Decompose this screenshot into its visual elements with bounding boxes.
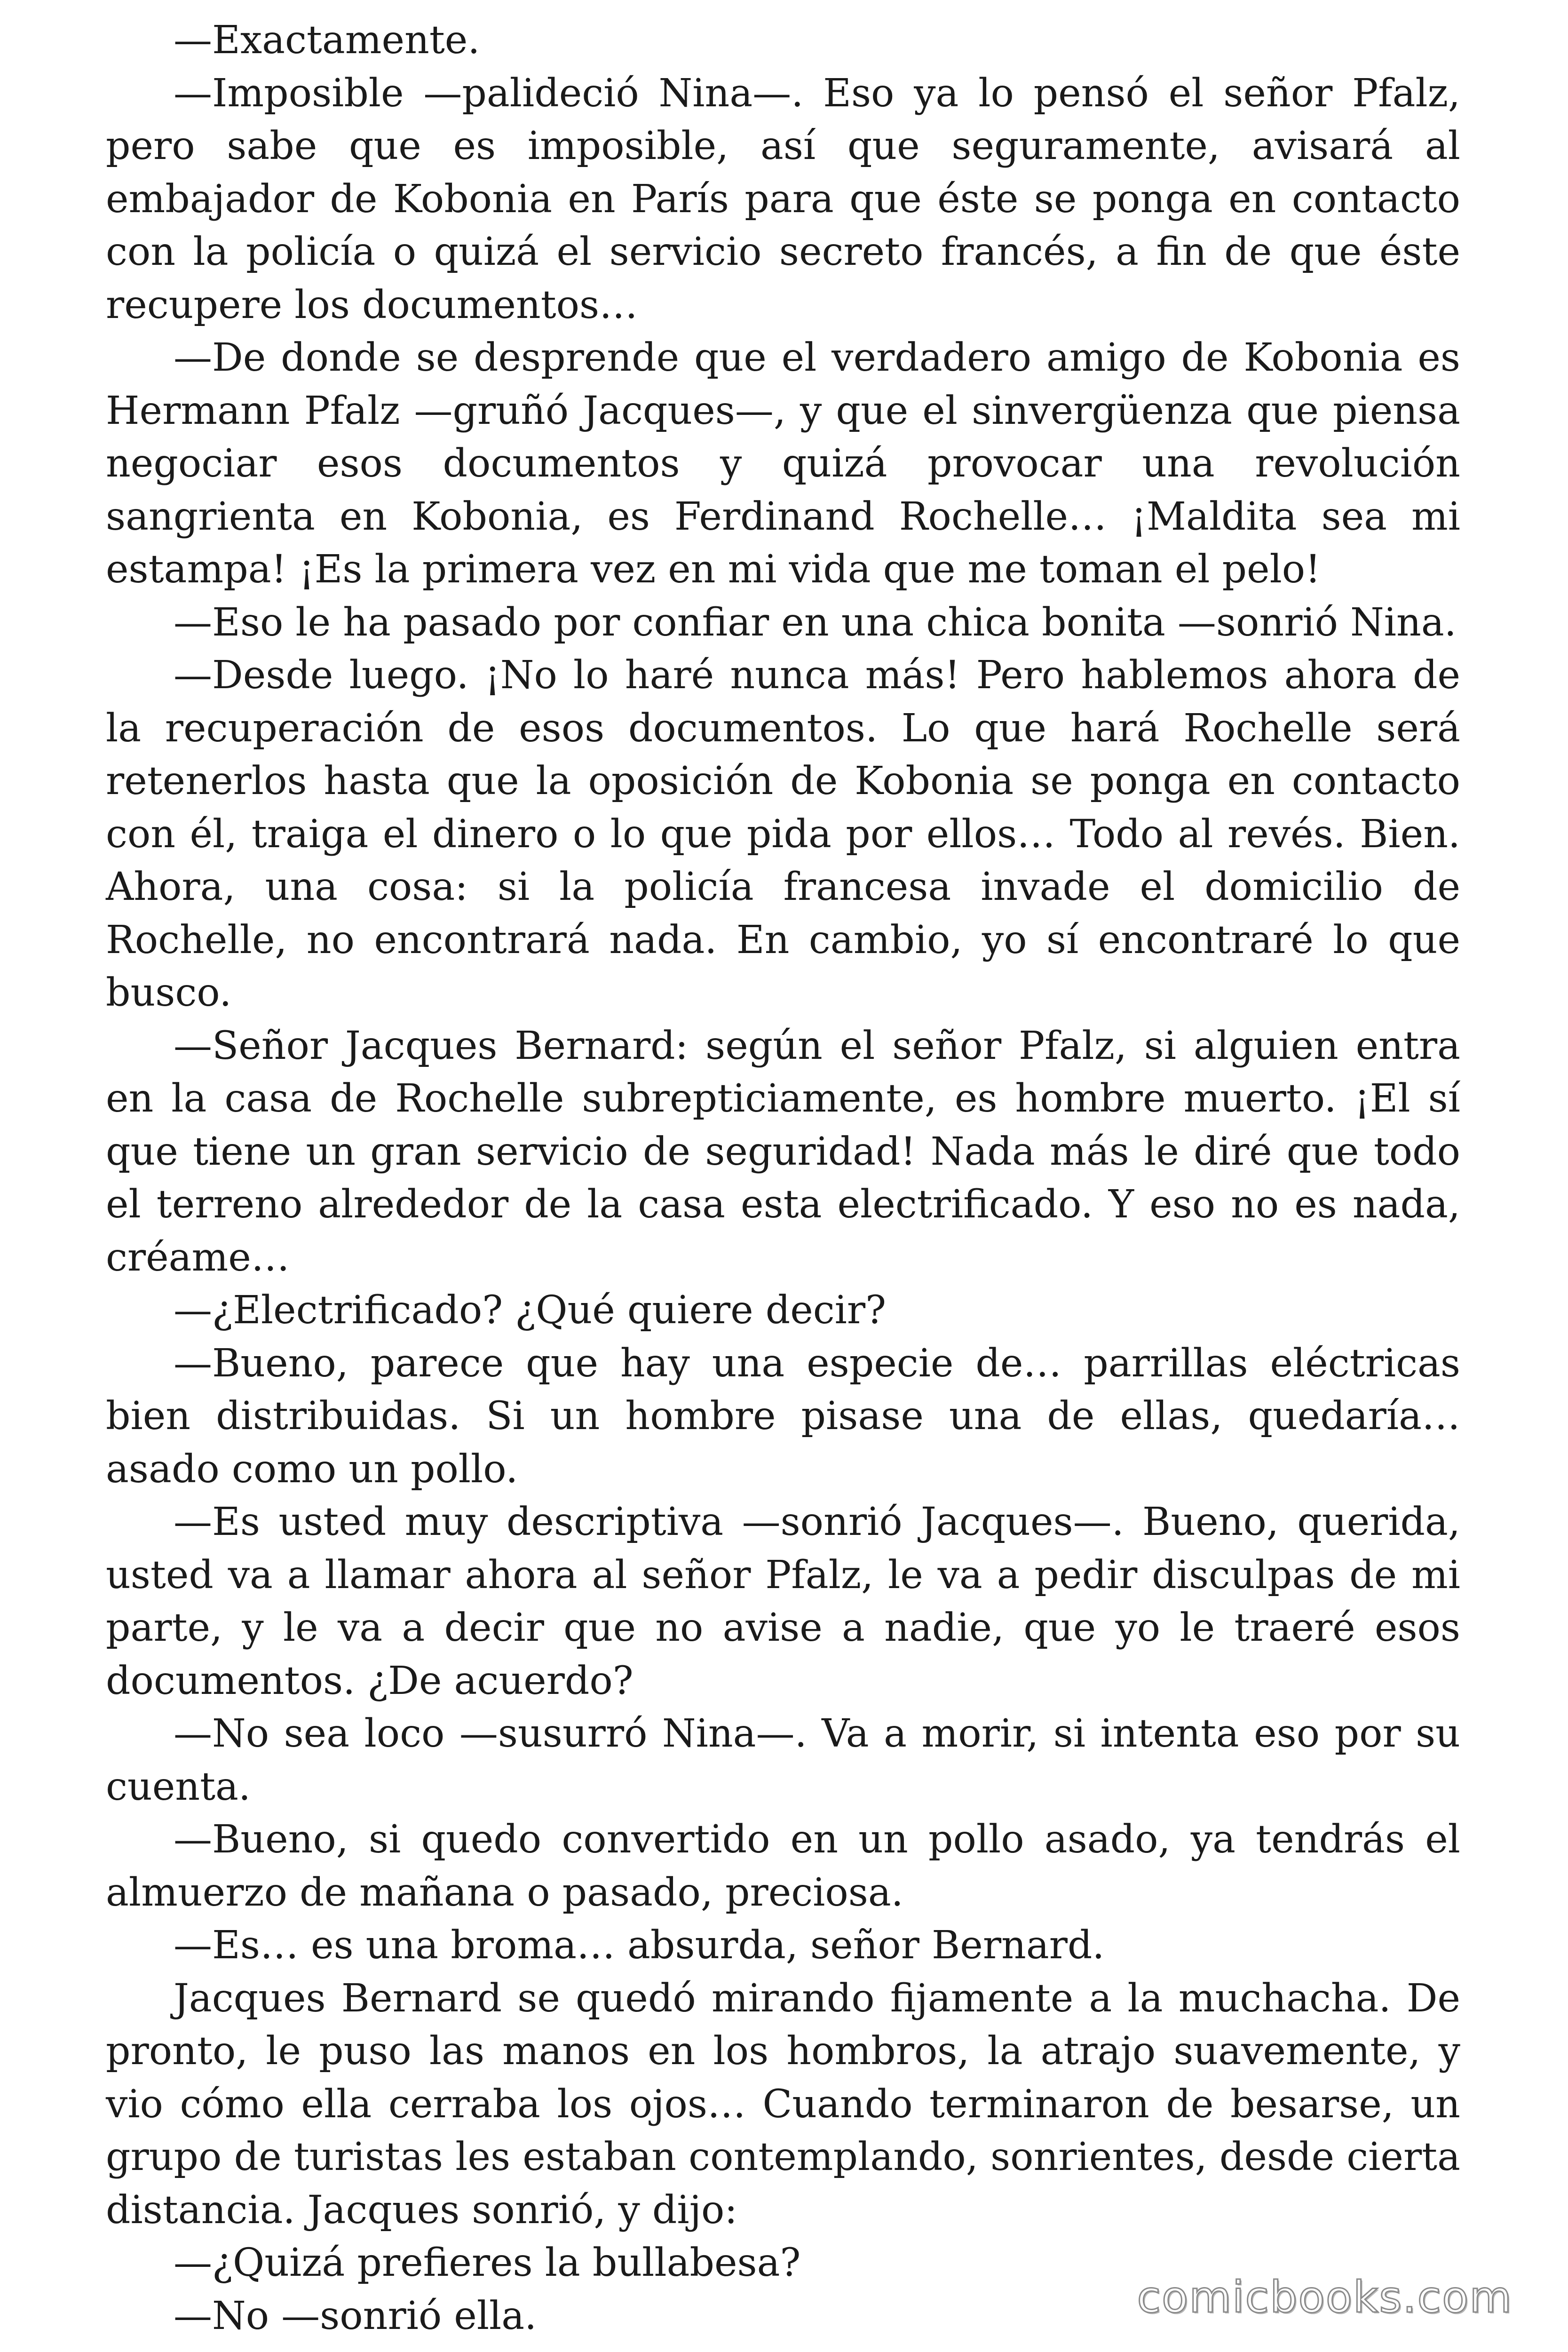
paragraph: —Imposible —palideció Nina—. Eso ya lo pensó el señor Pfalz, pero sabe que es imposible, así que seguramente, avisará al embajador de Kobonia en París para que éste se ponga en contacto con la policía o quizá el servicio secreto francés, a fin de que éste recupere los documentos…: [106, 71, 1460, 327]
watermark-label: comicbooks.com: [1137, 2272, 1513, 2322]
paragraph: —Es usted muy descriptiva —sonrió Jacques—. Bueno, querida, usted va a llamar ahora al señor Pfalz, le va a pedir disculpas de mi parte, y le va a decir que no avise a nadie, que yo le traeré esos documentos. ¿De acuerdo?: [106, 1500, 1460, 1703]
paragraph: —Señor Jacques Bernard: según el señor Pfalz, si alguien entra en la casa de Rochelle subrepticiamente, es hombre muerto. ¡El sí que tiene un gran servicio de seguridad! Nada más le diré que todo el terreno alrededor de la casa esta electrificado. Y eso no es nada, créame…: [106, 1023, 1460, 1280]
paragraph: —¿Electrificado? ¿Qué quiere decir?: [174, 1288, 887, 1333]
paragraph: —Exactamente.: [174, 18, 480, 63]
paragraph: —Bueno, parece que hay una especie de… parrillas eléctricas bien distribuidas. Si un hombre pisase una de ellas, quedaría… asado como un pollo.: [106, 1341, 1460, 1492]
paragraph: —Bueno, si quedo convertido en un pollo asado, ya tendrás el almuerzo de mañana o pasado, preciosa.: [106, 1817, 1460, 1915]
book-page-text: [106, 14, 1460, 2343]
paragraph: —No —sonrió ella.: [174, 2293, 537, 2338]
paragraph: —¿Quizá prefieres la bullabesa?: [174, 2241, 801, 2285]
paragraph: —No sea loco —susurró Nina—. Va a morir, si intenta eso por su cuenta.: [106, 1711, 1460, 1809]
paragraph: —Es… es una broma… absurda, señor Bernard.: [174, 1923, 1105, 1968]
paragraph: Jacques Bernard se quedó mirando fijamente a la muchacha. De pronto, le puso las manos en los hombros, la atrajo suavemente, y vio cómo ella cerraba los ojos… Cuando terminaron de besarse, un grupo de turistas les estaban contemplando, sonrientes, desde cierta distancia. Jacques sonrió, y dijo:: [106, 1976, 1460, 2233]
paragraph: —Eso le ha pasado por confiar en una chica bonita —sonrió Nina.: [174, 600, 1457, 645]
paragraph: —Desde luego. ¡No lo haré nunca más! Pero hablemos ahora de la recuperación de esos documentos. Lo que hará Rochelle será retenerlos hasta que la oposición de Kobonia se ponga en contacto con él, traiga el dinero o lo que pida por ellos… Todo al revés. Bien. Ahora, una cosa: si la policía francesa invade el domicilio de Rochelle, no encontrará nada. En cambio, yo sí encontraré lo que busco.: [106, 653, 1460, 1015]
paragraph: —De donde se desprende que el verdadero amigo de Kobonia es Hermann Pfalz —gruñó Jacques—, y que el sinvergüenza que piensa negociar esos documentos y quizá provocar una revolución sangrienta en Kobonia, es Ferdinand Rochelle… ¡Maldita sea mi estampa! ¡Es la primera vez en mi vida que me toman el pelo!: [106, 335, 1460, 592]
